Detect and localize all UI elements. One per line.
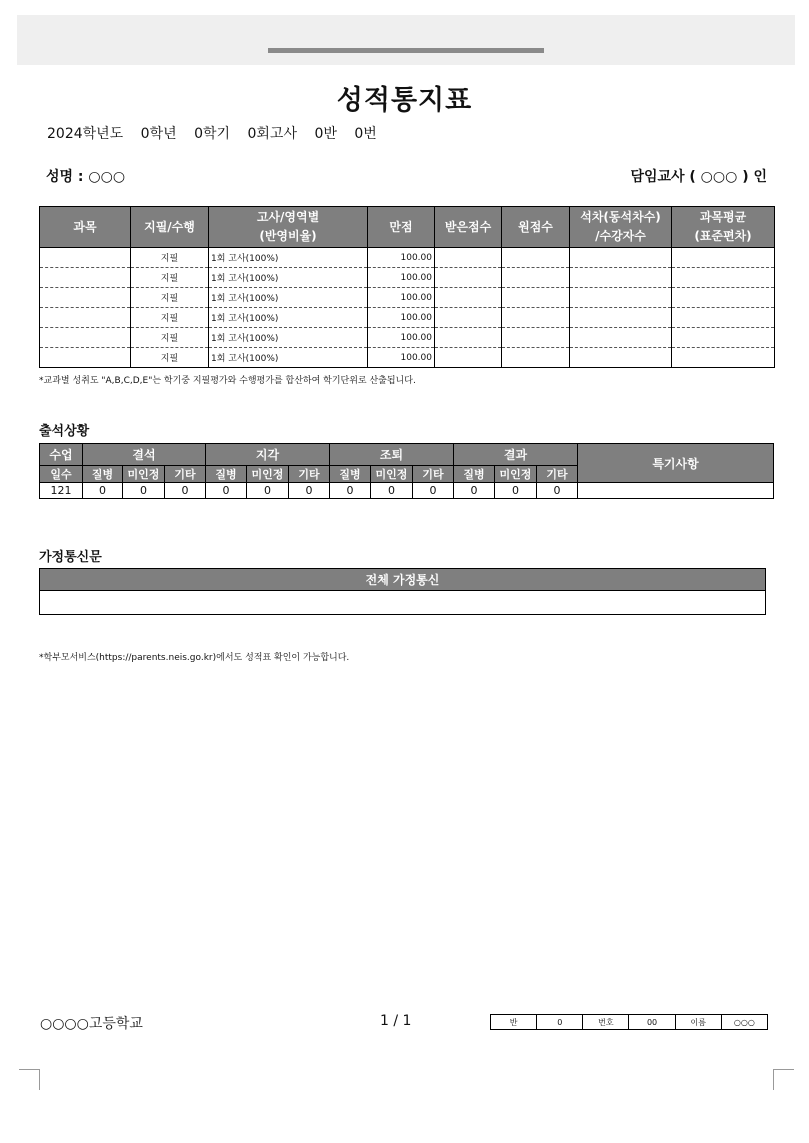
cell-received <box>435 288 502 308</box>
info-number-label: 번호 <box>583 1015 629 1030</box>
col-average-line1: 과목평균 <box>699 210 747 224</box>
cell-count: 0 <box>206 483 247 499</box>
document-toolbar <box>17 15 795 65</box>
cell-days: 121 <box>40 483 83 499</box>
cell-average <box>672 328 775 348</box>
cell-received <box>435 348 502 368</box>
home-letter-header: 전체 가정통신 <box>40 569 766 591</box>
cell-raw <box>502 268 570 288</box>
attendance-values-row <box>40 483 774 499</box>
cell-full: 100.00 <box>368 288 435 308</box>
cell-full: 100.00 <box>368 268 435 288</box>
page-number: 1 / 1 <box>380 1013 412 1029</box>
col-absence: 결석 <box>83 444 206 466</box>
cell-rank <box>570 308 672 328</box>
cell-rank <box>570 328 672 348</box>
cell-type: 지필 <box>131 268 209 288</box>
attendance-header-row <box>40 444 774 466</box>
cell-rank <box>570 248 672 268</box>
home-letter-content <box>40 591 766 615</box>
cell-average <box>672 268 775 288</box>
cell-count: 0 <box>83 483 123 499</box>
page-corner-mark-left <box>19 1069 40 1090</box>
cell-exam: 1회 고사(100%) <box>209 348 368 368</box>
info-class-label: 반 <box>491 1015 537 1030</box>
student-info-box <box>490 1014 768 1030</box>
cell-exam: 1회 고사(100%) <box>209 288 368 308</box>
cell-count: 0 <box>123 483 165 499</box>
col-rank-line2: /수강자수 <box>595 229 646 243</box>
term-grade: 0학년 <box>140 126 177 142</box>
sub-unexcused: 미인정 <box>247 466 289 483</box>
col-missed-class: 결과 <box>454 444 578 466</box>
col-rank-line1: 석차(동석차수) <box>580 210 661 224</box>
page-corner-mark-right <box>773 1069 794 1090</box>
table-row <box>40 268 775 288</box>
cell-count: 0 <box>495 483 537 499</box>
col-full: 만점 <box>368 207 435 248</box>
table-row <box>40 348 775 368</box>
cell-raw <box>502 308 570 328</box>
cell-type: 지필 <box>131 288 209 308</box>
cell-received <box>435 248 502 268</box>
sub-unexcused: 미인정 <box>123 466 165 483</box>
cell-count: 0 <box>330 483 371 499</box>
cell-subject <box>40 288 131 308</box>
cell-subject <box>40 308 131 328</box>
cell-count: 0 <box>413 483 454 499</box>
grades-header-row <box>40 207 775 248</box>
parent-service-note: *학부모서비스(https://parents.neis.go.kr)에서도 성적표 확인이 가능합니다. <box>39 653 350 663</box>
table-row <box>40 248 775 268</box>
attendance-table <box>39 443 774 499</box>
home-letter-title: 가정통신문 <box>39 550 102 565</box>
cell-average <box>672 288 775 308</box>
col-subject: 과목 <box>40 207 131 248</box>
cell-subject <box>40 328 131 348</box>
cell-received <box>435 328 502 348</box>
col-days-line2: 일수 <box>40 466 83 483</box>
cell-count: 0 <box>247 483 289 499</box>
col-days-line1: 수업 <box>40 444 83 466</box>
term-exam: 0회고사 <box>247 126 297 142</box>
cell-count: 0 <box>165 483 206 499</box>
term-semester: 0학기 <box>194 126 231 142</box>
sub-other: 기타 <box>537 466 578 483</box>
col-received: 받은점수 <box>435 207 502 248</box>
cell-type: 지필 <box>131 328 209 348</box>
cell-type: 지필 <box>131 348 209 368</box>
sub-other: 기타 <box>289 466 330 483</box>
sub-other: 기타 <box>165 466 206 483</box>
term-year: 2024학년도 <box>47 126 124 142</box>
cell-full: 100.00 <box>368 328 435 348</box>
grades-table <box>39 206 775 368</box>
col-type: 지필/수행 <box>131 207 209 248</box>
sub-other: 기타 <box>413 466 454 483</box>
cell-subject <box>40 268 131 288</box>
cell-count: 0 <box>537 483 578 499</box>
info-class-value: 0 <box>537 1015 583 1030</box>
col-exam-line2: (반영비율) <box>259 229 317 243</box>
home-letter-table <box>39 568 766 615</box>
toolbar-handle[interactable] <box>268 48 544 53</box>
grading-note: *교과별 성취도 "A,B,C,D,E"는 학기중 지필평가와 수행평가를 합산하여 학기단위로 산출됩니다. <box>39 376 416 386</box>
info-number-value: 00 <box>629 1015 675 1030</box>
term-class: 0반 <box>314 126 337 142</box>
col-raw: 원점수 <box>502 207 570 248</box>
term-number: 0번 <box>354 126 377 142</box>
table-row <box>40 288 775 308</box>
cell-raw <box>502 328 570 348</box>
attendance-title: 출석상황 <box>39 424 90 439</box>
cell-rank <box>570 288 672 308</box>
cell-average <box>672 248 775 268</box>
cell-raw <box>502 348 570 368</box>
cell-remarks <box>578 483 774 499</box>
cell-subject <box>40 248 131 268</box>
sub-unexcused: 미인정 <box>495 466 537 483</box>
info-name-value: ○○○ <box>721 1015 767 1030</box>
col-average-line2: (표준편차) <box>694 229 752 243</box>
cell-exam: 1회 고사(100%) <box>209 308 368 328</box>
cell-raw <box>502 288 570 308</box>
student-name: 성명 : ○○○ <box>46 169 126 185</box>
homeroom-teacher: 담임교사 ( ○○○ ) 인 <box>630 169 767 185</box>
cell-full: 100.00 <box>368 308 435 328</box>
cell-exam: 1회 고사(100%) <box>209 248 368 268</box>
cell-received <box>435 308 502 328</box>
col-average <box>672 207 775 248</box>
term-info <box>47 123 388 143</box>
cell-full: 100.00 <box>368 248 435 268</box>
cell-rank <box>570 348 672 368</box>
col-exam <box>209 207 368 248</box>
col-tardy: 지각 <box>206 444 330 466</box>
cell-average <box>672 348 775 368</box>
document-title: 성적통지표 <box>336 85 473 116</box>
col-early-leave: 조퇴 <box>330 444 454 466</box>
sub-illness: 질병 <box>206 466 247 483</box>
sub-illness: 질병 <box>330 466 371 483</box>
cell-raw <box>502 248 570 268</box>
col-exam-line1: 고사/영역별 <box>256 210 320 224</box>
cell-type: 지필 <box>131 248 209 268</box>
table-row <box>40 328 775 348</box>
table-row <box>40 308 775 328</box>
sub-illness: 질병 <box>454 466 495 483</box>
col-rank <box>570 207 672 248</box>
cell-average <box>672 308 775 328</box>
cell-exam: 1회 고사(100%) <box>209 328 368 348</box>
cell-type: 지필 <box>131 308 209 328</box>
cell-count: 0 <box>454 483 495 499</box>
cell-exam: 1회 고사(100%) <box>209 268 368 288</box>
cell-full: 100.00 <box>368 348 435 368</box>
sub-illness: 질병 <box>83 466 123 483</box>
col-remarks: 특기사항 <box>578 444 774 483</box>
cell-received <box>435 268 502 288</box>
cell-subject <box>40 348 131 368</box>
cell-count: 0 <box>371 483 413 499</box>
cell-rank <box>570 268 672 288</box>
sub-unexcused: 미인정 <box>371 466 413 483</box>
info-name-label: 이름 <box>675 1015 721 1030</box>
cell-count: 0 <box>289 483 330 499</box>
school-name: ○○○○고등학교 <box>40 1016 143 1032</box>
